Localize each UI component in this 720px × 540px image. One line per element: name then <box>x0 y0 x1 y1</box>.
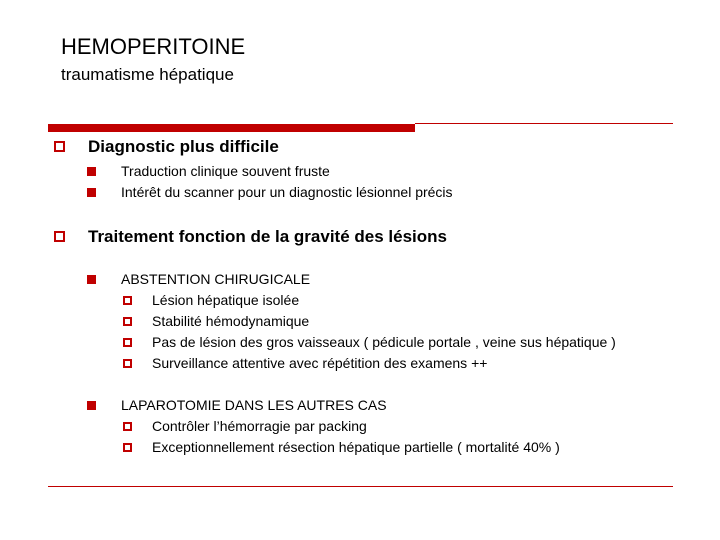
filled-square-bullet-icon <box>87 275 96 284</box>
title-divider-thin <box>415 123 673 124</box>
group-label: ABSTENTION CHIRUGICALE <box>121 271 311 287</box>
sub-bullet-item: Lésion hépatique isolée <box>152 292 300 308</box>
sub-bullet-item: Stabilité hémodynamique <box>152 313 310 329</box>
hollow-square-bullet-icon <box>123 422 132 431</box>
filled-square-bullet-icon <box>87 167 96 176</box>
slide-subtitle: traumatisme hépatique <box>61 65 234 84</box>
hollow-square-bullet-icon <box>123 338 132 347</box>
sub-bullet-item: Pas de lésion des gros vaisseaux ( pédicule portale , veine sus hépatique ) <box>152 334 616 350</box>
hollow-square-bullet-icon <box>54 231 65 242</box>
slide-title: HEMOPERITOINE <box>61 34 246 59</box>
hollow-square-bullet-icon <box>123 317 132 326</box>
hollow-square-bullet-icon <box>123 359 132 368</box>
group-label: LAPAROTOMIE DANS LES AUTRES CAS <box>121 397 387 413</box>
sub-bullet-item: Exceptionnellement résection hépatique partielle ( mortalité 40% ) <box>152 439 560 455</box>
title-divider-thick <box>48 124 415 132</box>
bottom-divider <box>48 486 673 487</box>
section-heading: Traitement fonction de la gravité des lésions <box>88 227 447 246</box>
filled-square-bullet-icon <box>87 188 96 197</box>
bullet-item: Traduction clinique souvent fruste <box>121 163 330 179</box>
section-heading: Diagnostic plus difficile <box>88 137 279 156</box>
hollow-square-bullet-icon <box>54 141 65 152</box>
bullet-item: Intérêt du scanner pour un diagnostic lésionnel précis <box>121 184 453 200</box>
sub-bullet-item: Contrôler l’hémorragie par packing <box>152 418 367 434</box>
sub-bullet-item: Surveillance attentive avec répétition des examens ++ <box>152 355 488 371</box>
hollow-square-bullet-icon <box>123 296 132 305</box>
filled-square-bullet-icon <box>87 401 96 410</box>
hollow-square-bullet-icon <box>123 443 132 452</box>
